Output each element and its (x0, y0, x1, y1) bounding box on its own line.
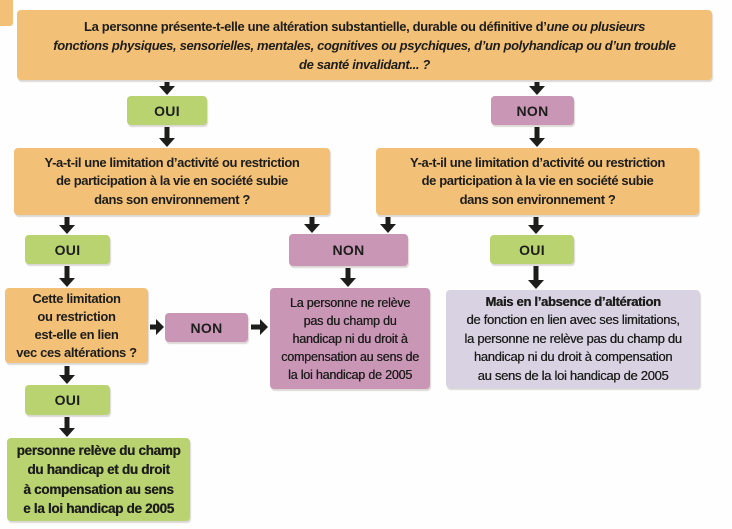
text-line: la personne ne relève pas du champ du (464, 330, 682, 346)
question-lead-text: La personne présente-t-elle une altération substantielle, durable ou définitive d’ (84, 18, 547, 34)
badge-label: NON (190, 319, 223, 336)
limitation-link-question-box (5, 288, 148, 363)
activity-question-right-box (376, 148, 699, 215)
flow-arrow-down (159, 127, 175, 147)
text-line: de participation à la vie en société subie (421, 173, 654, 189)
text-line: Y-a-t-il une limitation d’activité ou restriction (410, 154, 665, 170)
badge-label: OUI (54, 241, 81, 258)
badge-label: NON (516, 102, 549, 119)
question-italic-text: fonctions physiques, sensorielles, mentales, cognitives ou psychiques, d’un polyhandicap ou d’un trouble (53, 37, 676, 53)
text-line: handicap ni du droit à compensation (473, 349, 673, 365)
flow-arrow-down (380, 217, 396, 233)
flow-arrow-right (251, 319, 268, 335)
text-line: dans son environnement ? (94, 191, 250, 207)
flow-arrow-right (150, 319, 164, 335)
top-question-box (17, 10, 712, 80)
text-line: de fonction en lien avec ses limitations, (466, 312, 680, 328)
text-line: de participation à la vie en société subie (56, 173, 288, 189)
in-scope-result-box (7, 438, 190, 521)
flow-arrow-down (340, 268, 356, 287)
badge-label: OUI (519, 241, 545, 258)
text-line: Cette limitation (32, 290, 121, 306)
text-line: personne relève du champ (16, 442, 181, 458)
page-corner-mark (0, 0, 13, 26)
flow-arrow-down (304, 217, 320, 233)
absence-alteration-result-box (446, 290, 700, 388)
flow-arrow-down (59, 217, 75, 234)
flow-arrow-down (529, 127, 545, 147)
flow-arrow-down (59, 366, 75, 384)
flow-arrow-down (59, 266, 75, 287)
text-line: au sens de la loi handicap de 2005 (477, 367, 669, 383)
flow-arrow-down (529, 82, 545, 95)
text-line: e la loi handicap de 2005 (23, 501, 174, 516)
non-badge-middle (289, 234, 408, 266)
text-line: pas du champ du (303, 313, 397, 328)
text-line (299, 55, 430, 74)
oui-badge-top-left (127, 96, 207, 125)
question-italic-text: une ou plusieurs (546, 18, 645, 34)
oui-badge-right (490, 235, 574, 264)
text-line: compensation au sens de (281, 349, 419, 364)
badge-label: NON (332, 242, 365, 258)
text-line: handicap ni du droit à (292, 331, 408, 346)
oui-badge-bottom (25, 385, 110, 415)
text-line (84, 17, 645, 36)
non-badge-small (165, 313, 248, 342)
result-heading: Mais en l’absence d’altération (485, 293, 661, 309)
activity-question-left-box (14, 148, 330, 215)
text-line: Y-a-t-il une limitation d’activité ou restriction (44, 154, 300, 170)
text-line: à compensation au sens (23, 481, 174, 497)
text-line: dans son environnement ? (459, 191, 616, 207)
badge-label: OUI (154, 102, 180, 119)
text-line: ou restriction (37, 308, 116, 324)
text-line (53, 36, 675, 55)
text-line: la loi handicap de 2005 (288, 367, 412, 382)
text-line: La personne ne relève (289, 295, 411, 310)
text-line: du handicap et du droit (27, 462, 170, 477)
outside-scope-result-box (270, 288, 430, 389)
oui-badge-left (25, 235, 110, 264)
text-line: est-elle en lien (34, 326, 119, 342)
flow-arrow-down (159, 82, 175, 95)
non-badge-top-right (491, 96, 574, 125)
text-line: vec ces altérations ? (16, 344, 137, 360)
badge-label: OUI (54, 392, 81, 408)
question-italic-text: de santé invalidant... ? (298, 56, 431, 72)
flow-arrow-down (528, 217, 544, 234)
flow-arrow-down (59, 417, 75, 437)
flow-arrow-down (528, 266, 544, 289)
